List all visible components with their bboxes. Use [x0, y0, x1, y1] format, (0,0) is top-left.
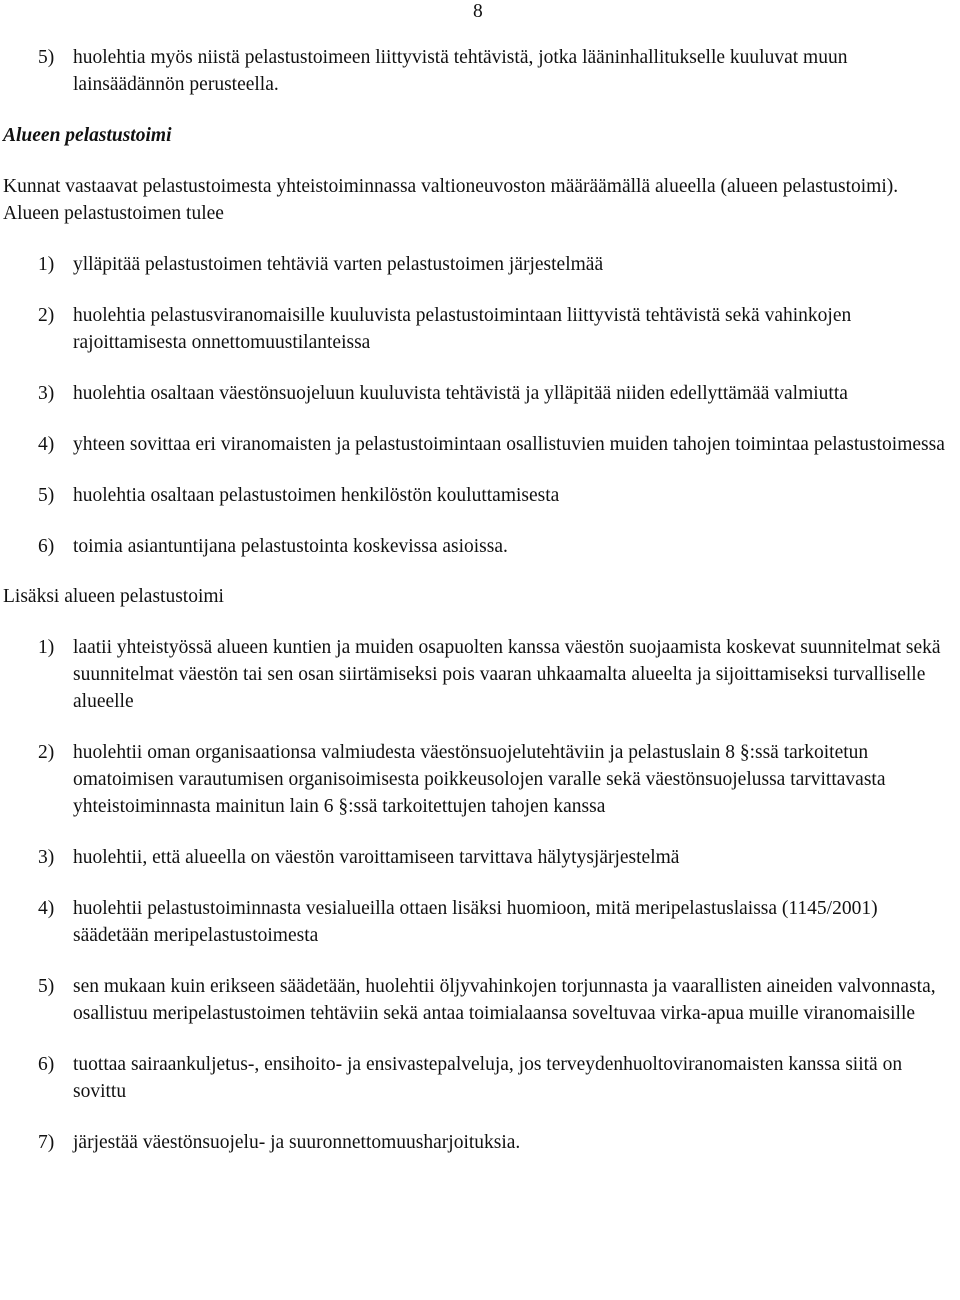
list-item-number: 5)	[38, 976, 55, 997]
list-item-number: 3)	[38, 383, 55, 404]
page-number: 8	[473, 1, 483, 22]
list-item-text: tuottaa sairaankuljetus-, ensihoito- ja ensivastepalveluja, jos terveydenhuoltoviranomaisten kanssa siitä on sovittu	[73, 1054, 903, 1102]
section-heading: Alueen pelastustoimi	[3, 125, 172, 146]
list-item-number: 6)	[38, 1054, 55, 1075]
list-item-text: järjestää väestönsuojelu- ja suuronnettomuusharjoituksia.	[73, 1132, 521, 1153]
list-item-number: 5)	[38, 47, 55, 68]
list-item-text: huolehtia pelastusviranomaisille kuuluvista pelastustoimintaan liittyvistä tehtävistä sekä vahinkojen rajoittamisesta onnettomuustilanteissa	[73, 305, 852, 353]
additional-duties-list	[3, 634, 955, 1156]
list-item	[3, 973, 955, 1027]
list-item-text: huolehtii, että alueella on väestön varoittamiseen tarvittava hälytysjärjestelmä	[73, 847, 680, 868]
list-item-number: 2)	[38, 742, 55, 763]
list-item-text: laatii yhteistyössä alueen kuntien ja muiden osapuolten kanssa väestön suojaamista koskevat suunnitelmat sekä suunnitelmat väestön tai sen osan siirtämiseksi pois vaaran uhkaamalta alueelta ja sijoittamiseksi turvalliselle alueelle	[73, 637, 941, 712]
list-item-number: 2)	[38, 305, 55, 326]
list-item-number: 5)	[38, 485, 55, 506]
list-item-text: ylläpitää pelastustoimen tehtäviä varten pelastustoimen järjestelmää	[73, 254, 604, 275]
list-item	[3, 1129, 955, 1156]
additional-intro: Lisäksi alueen pelastustoimi	[3, 586, 224, 607]
duties-list	[3, 251, 955, 560]
list-item	[3, 634, 955, 715]
list-item-text: huolehtia myös niistä pelastustoimeen liittyvistä tehtävistä, jotka lääninhallitukselle kuuluvat muun lainsäädännön perusteella.	[73, 47, 848, 95]
list-item-number: 4)	[38, 898, 55, 919]
list-item-text: huolehtii oman organisaationsa valmiudesta väestönsuojelutehtäviin ja pelastuslain 8 §:ssä tarkoitetun omatoimisen varautumisen organisoimisesta poikkeusolojen varalle sekä väestönsuojelussa tarvittavasta yhteistoiminnasta mainitun lain 6 §:ssä tarkoitettujen tahojen kanssa	[73, 742, 886, 817]
intro-list-item	[3, 44, 955, 98]
list-item	[3, 739, 955, 820]
list-item-number: 6)	[38, 536, 55, 557]
list-item-text: huolehtia osaltaan pelastustoimen henkilöstön kouluttamisesta	[73, 485, 560, 506]
list-item-text: huolehtia osaltaan väestönsuojeluun kuuluvista tehtävistä ja ylläpitää niiden edellyttämää valmiutta	[73, 383, 848, 404]
list-item-text: huolehtii pelastustoiminnasta vesialueilla ottaen lisäksi huomioon, mitä meripelastuslaissa (1145/2001) säädetään meripelastustoimesta	[73, 898, 878, 946]
list-item-text: toimia asiantuntijana pelastustointa koskevissa asioissa.	[73, 536, 508, 557]
document-body	[3, 44, 955, 1180]
list-item	[3, 482, 955, 509]
list-item-number: 4)	[38, 434, 55, 455]
list-item-number: 3)	[38, 847, 55, 868]
list-item-text: sen mukaan kuin erikseen säädetään, huolehtii öljyvahinkojen torjunnasta ja vaarallisten aineiden valvonnasta, osallistuu meripelastustoimen tehtäviin sekä antaa toimialaansa soveltuvaa virka-apua muille viranomaisille	[73, 976, 936, 1024]
list-item	[3, 895, 955, 949]
list-item	[3, 533, 955, 560]
list-item	[3, 431, 955, 458]
list-item-number: 7)	[38, 1132, 55, 1153]
list-item	[3, 302, 955, 356]
list-item	[3, 844, 955, 871]
list-item	[3, 380, 955, 407]
list-item-number: 1)	[38, 254, 55, 275]
list-item-text: yhteen sovittaa eri viranomaisten ja pelastustoimintaan osallistuvien muiden tahojen toimintaa pelastustoimessa	[73, 434, 945, 455]
list-item	[3, 251, 955, 278]
list-item-number: 1)	[38, 637, 55, 658]
section-paragraph: Kunnat vastaavat pelastustoimesta yhteistoiminnassa valtioneuvoston määräämällä alueella (alueen pelastustoimi). Alueen pelastustoimen tulee	[3, 176, 899, 224]
list-item	[3, 1051, 955, 1105]
